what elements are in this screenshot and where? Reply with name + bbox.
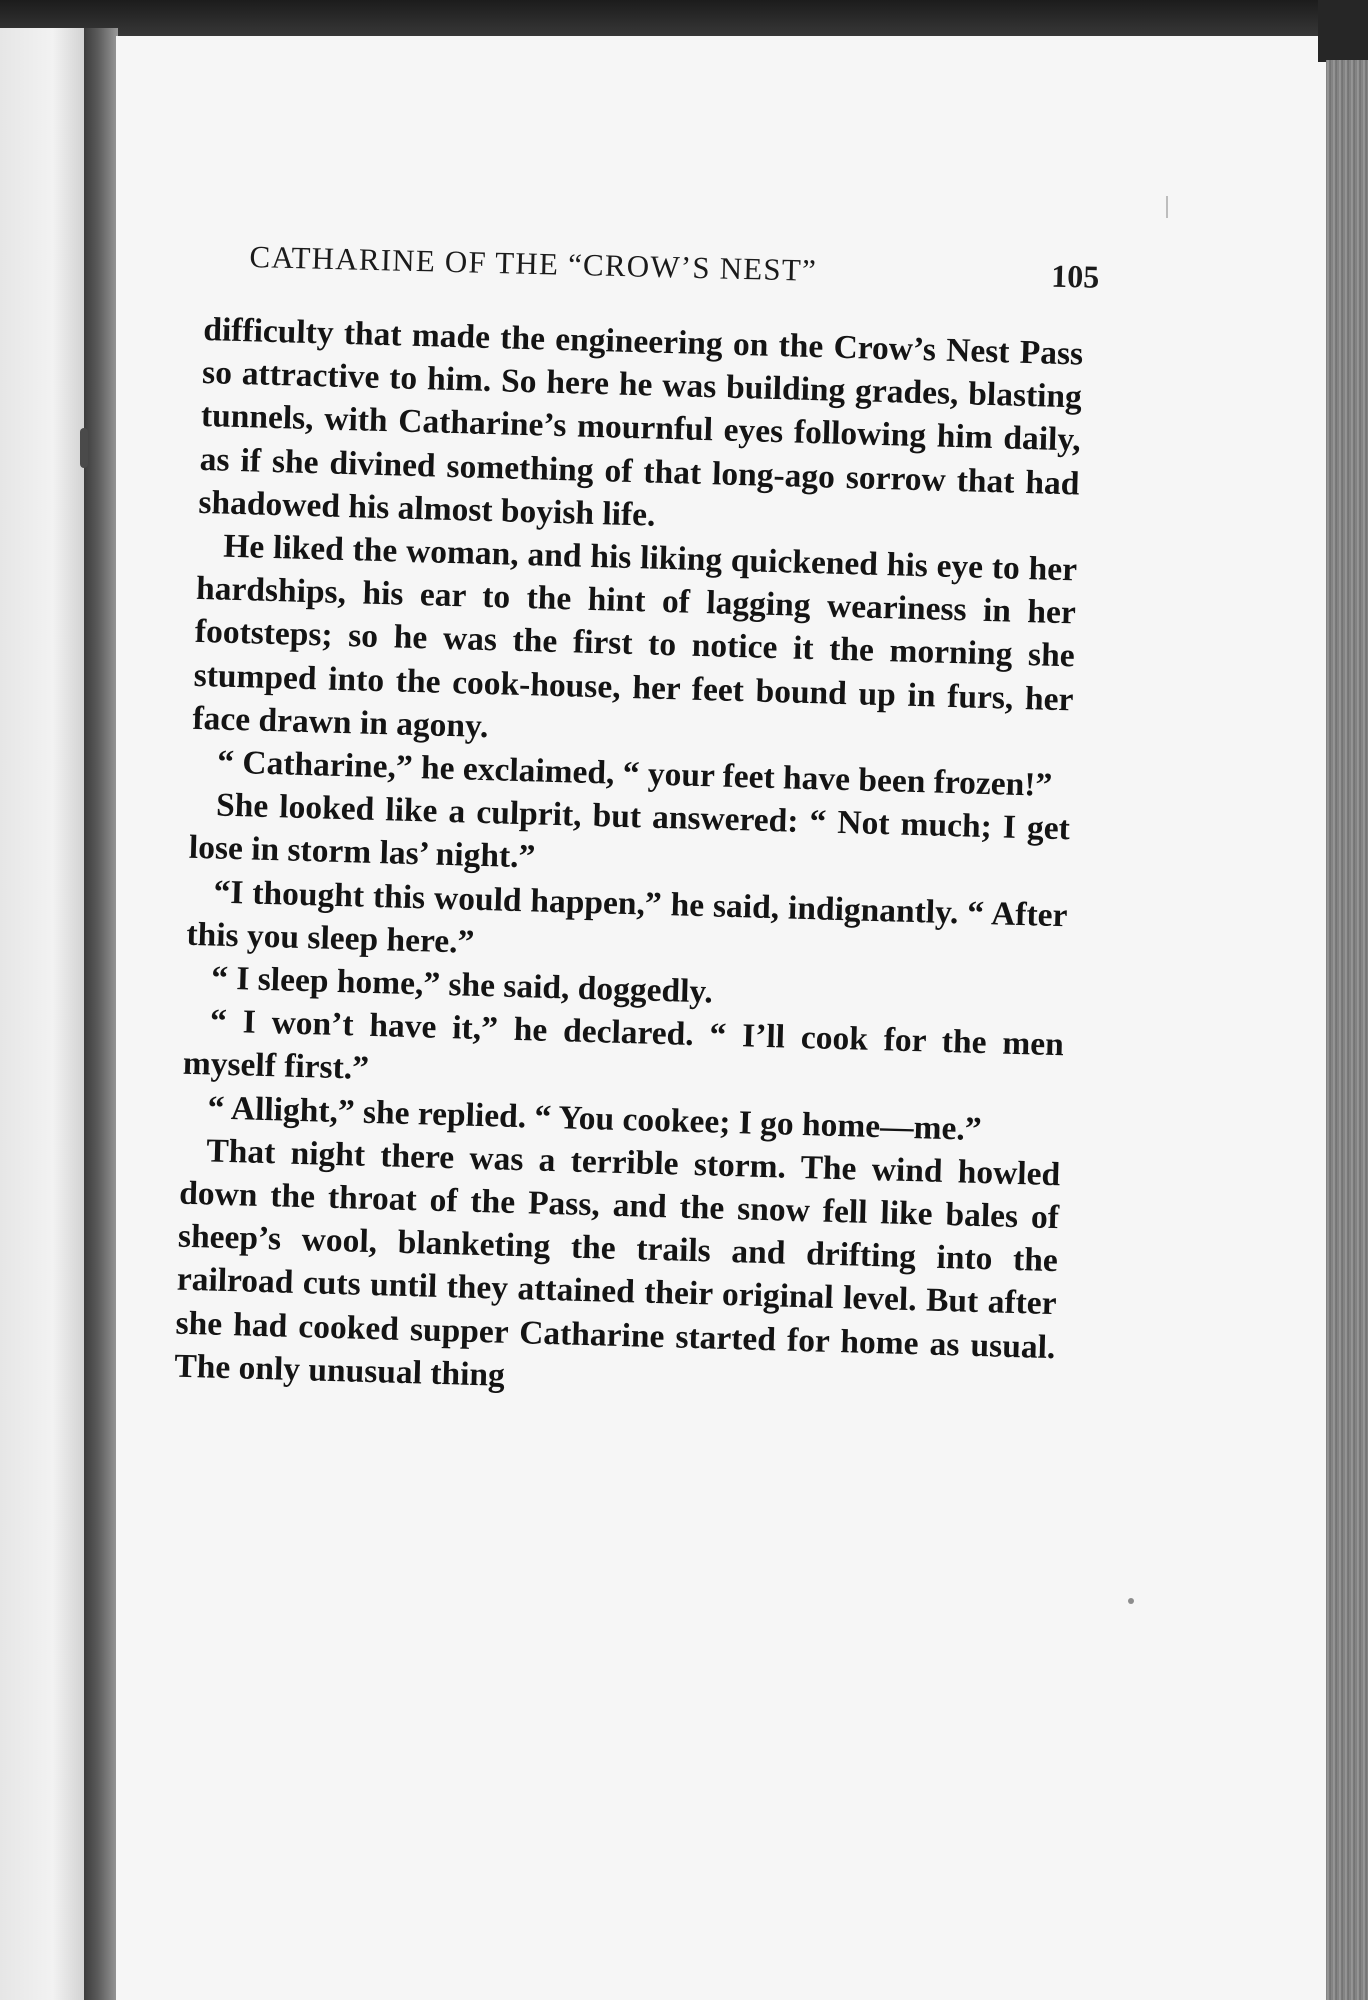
- paragraph: “I thought this would happen,” he said, indignantly. “ After this you sleep here.”: [185, 873, 1068, 961]
- paragraph: That night there was a terrible storm. The wind howled down the throat of the Pass, and the snow fell like bales of sheep’s wool, blanketing the trails and drifting into the railroad cuts until they attained their original level. But after she had cooked supper Catharine started for home as usual. The only unusual thing: [173, 1132, 1061, 1394]
- paragraph: “ Allight,” she replied. “ You cookee; I go home—me.”: [207, 1089, 983, 1148]
- page-number: 105: [1050, 257, 1100, 295]
- scan-background-corner: [1318, 0, 1368, 62]
- page-block-edge: [1326, 60, 1368, 2000]
- paragraph: She looked like a culprit, but answered: “ Not much; I get lose in storm las’ night.”: [188, 786, 1071, 876]
- paragraph: “ I won’t have it,” he declared. “ I’ll cook for the men myself first.”: [182, 1002, 1065, 1088]
- body-text: [174, 308, 1084, 1412]
- scan-speck: [1166, 196, 1168, 218]
- running-title: CATHARINE OF THE “CROW’S NEST”: [249, 238, 818, 288]
- paragraph: difficulty that made the engineering on the Crow’s Nest Pass so attractive to him. So here he was building grades, blasting tunnels, with Catharine’s mournful eyes following him daily, as if she divined something of that long-ago sorrow that had shadowed his almost boyish life.: [198, 310, 1084, 534]
- paragraph: “ I sleep home,” she said, doggedly.: [210, 959, 714, 1011]
- scan-speck: [1128, 1598, 1134, 1604]
- scan-background-top: [0, 0, 1368, 40]
- paragraph: He liked the woman, and his liking quickened his eye to her hardships, his ear to the hint of lagging weariness in her footsteps; so he was the first to notice it the morning she stumped into the cook-house, her feet bound up in furs, her face drawn in agony.: [192, 527, 1078, 745]
- facing-page-edge: [0, 28, 88, 2000]
- paragraph: “ Catharine,” he exclaimed, “ your feet have been frozen!”: [216, 743, 1053, 804]
- scan-speck: [80, 428, 88, 468]
- book-gutter: [84, 28, 118, 2000]
